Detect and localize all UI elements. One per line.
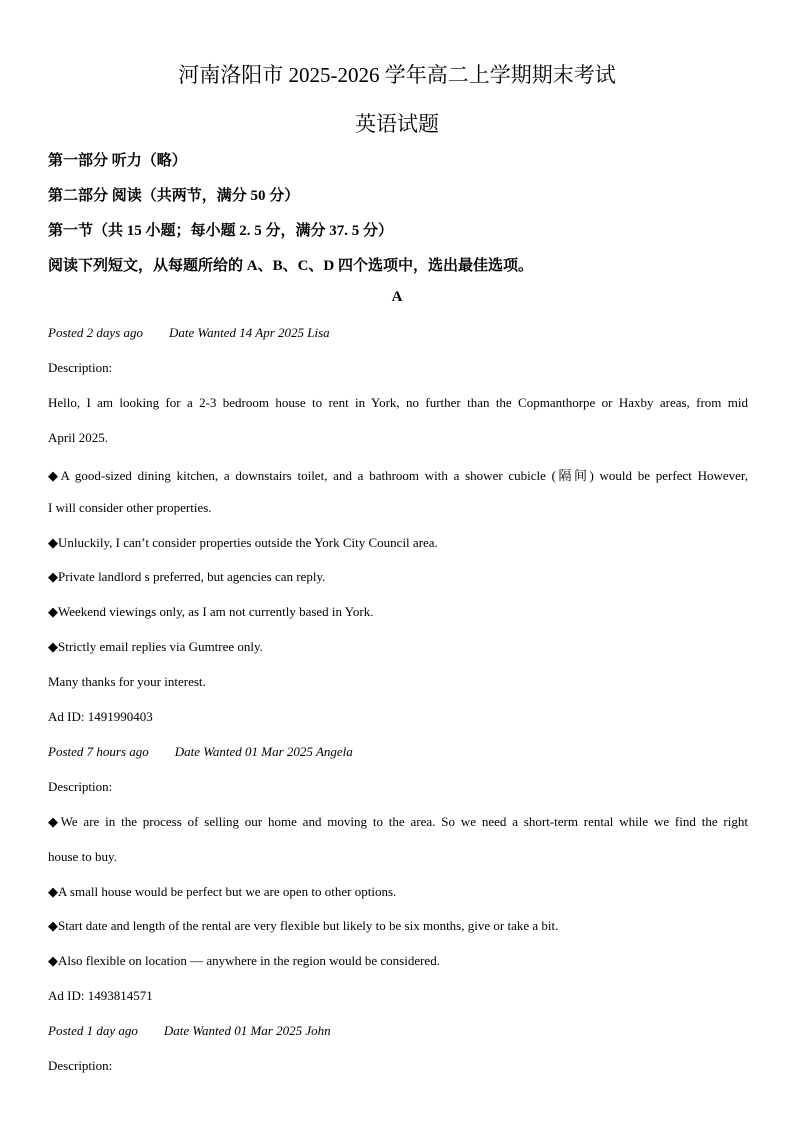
ad1-bullet5: ◆Strictly email replies via Gumtree only. — [48, 639, 263, 654]
ad2-meta — [48, 744, 748, 760]
ad1-bullet4: ◆Weekend viewings only, as I am not currently based in York. — [48, 604, 374, 619]
exam-subtitle: 英语试题 — [355, 112, 439, 136]
section1-heading: 第一节（共 15 小题；每小题 2. 5 分，满分 37. 5 分） — [48, 223, 394, 239]
part2-heading: 第二部分 阅读（共两节，满分 50 分） — [48, 188, 300, 204]
ad3-description-label: Description: — [48, 1058, 113, 1073]
ad3-date-wanted: Date Wanted 01 Mar 2025 John — [163, 1023, 331, 1038]
ad2-bullet4: ◆Also flexible on location — anywhere in the region would be considered. — [48, 953, 440, 968]
ad2-bullet1-line2: house to buy. — [48, 849, 117, 864]
ad1-bullet1-line1: ◆A good-sized dining kitchen, a downstairs toilet, and a bathroom with a shower cubicle (隔间) would be perfect However, — [48, 468, 748, 483]
exam-title: 河南洛阳市 2025-2026 学年高二上学期期末考试 — [178, 63, 616, 87]
ad1-id: Ad ID: 1491990403 — [48, 709, 153, 724]
ad1-description-label: Description: — [48, 360, 113, 375]
ad2-date-wanted: Date Wanted 01 Mar 2025 Angela — [174, 744, 353, 759]
ad2-bullet3: ◆Start date and length of the rental are very flexible but likely to be six months, give or take a bit. — [48, 918, 559, 933]
passage-label: A — [391, 289, 403, 305]
ad1-bullet3: ◆Private landlord s preferred, but agencies can reply. — [48, 569, 326, 584]
ad1-closing: Many thanks for your interest. — [48, 674, 206, 689]
ad1-date-wanted: Date Wanted 14 Apr 2025 Lisa — [168, 325, 330, 340]
ad3-posted: Posted 1 day ago — [48, 1023, 138, 1038]
directions: 阅读下列短文，从每题所给的 A、B、C、D 四个选项中，选出最佳选项。 — [48, 258, 534, 274]
ad1-intro-line1: Hello, I am looking for a 2-3 bedroom house to rent in York, no further than the Copmanthorpe or Haxby areas, from mid — [48, 395, 748, 410]
ad1-posted: Posted 2 days ago — [48, 325, 143, 340]
ad1-bullet2: ◆Unluckily, I can’t consider properties outside the York City Council area. — [48, 535, 438, 550]
ad1-meta — [48, 325, 748, 341]
ad2-bullet1-line1: ◆We are in the process of selling our home and moving to the area. So we need a short-term rental while we find the right — [48, 814, 748, 829]
ad1-bullet1-line2: I will consider other properties. — [48, 500, 212, 515]
ad1-intro-line2: April 2025. — [48, 430, 108, 445]
ad2-posted: Posted 7 hours ago — [48, 744, 149, 759]
ad3-meta — [48, 1023, 748, 1039]
ad2-id: Ad ID: 1493814571 — [48, 988, 153, 1003]
ad2-bullet2: ◆A small house would be perfect but we are open to other options. — [48, 884, 397, 899]
ad2-description-label: Description: — [48, 779, 113, 794]
part1-heading: 第一部分 听力（略） — [48, 153, 187, 169]
